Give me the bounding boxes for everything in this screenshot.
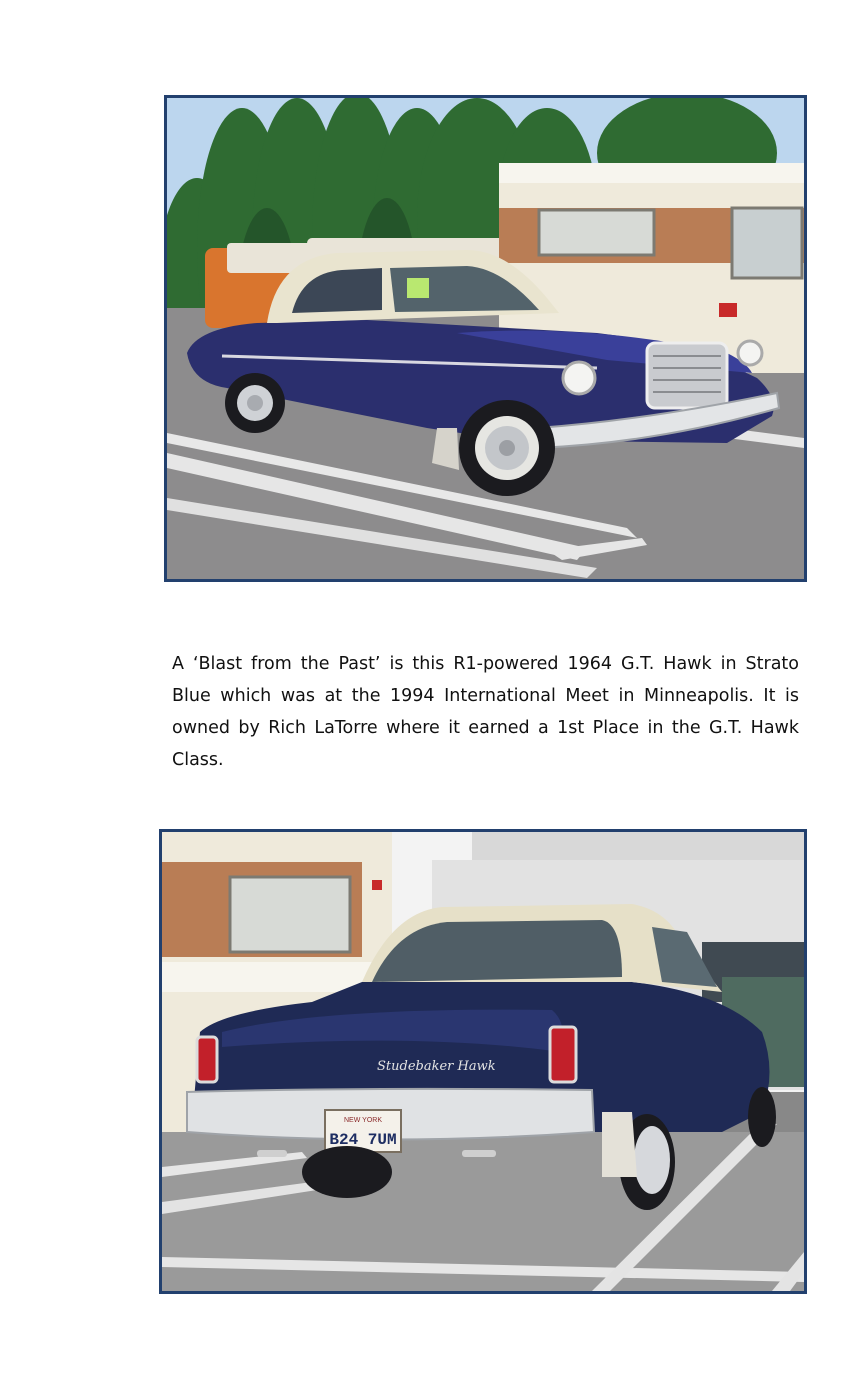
car-photo-front xyxy=(164,95,807,582)
studebaker-hawk-script: Studebaker Hawk xyxy=(377,1059,496,1074)
plate-number-text: B24 7UM xyxy=(329,1131,397,1149)
plate-state-text: NEW YORK xyxy=(344,1117,382,1124)
photo-caption: A ‘Blast from the Past’ is this R1-powered 1964 G.T. Hawk in Strato Blue which was at the 1994 International Meet in Minneapolis. It is owned by Rich LaTorre where it earned a 1st Place in the G.T. Hawk Class. xyxy=(172,654,799,770)
car-front-photo-illustration xyxy=(167,98,804,579)
car-rear-photo-illustration xyxy=(162,832,804,1291)
car-photo-rear xyxy=(159,829,807,1294)
